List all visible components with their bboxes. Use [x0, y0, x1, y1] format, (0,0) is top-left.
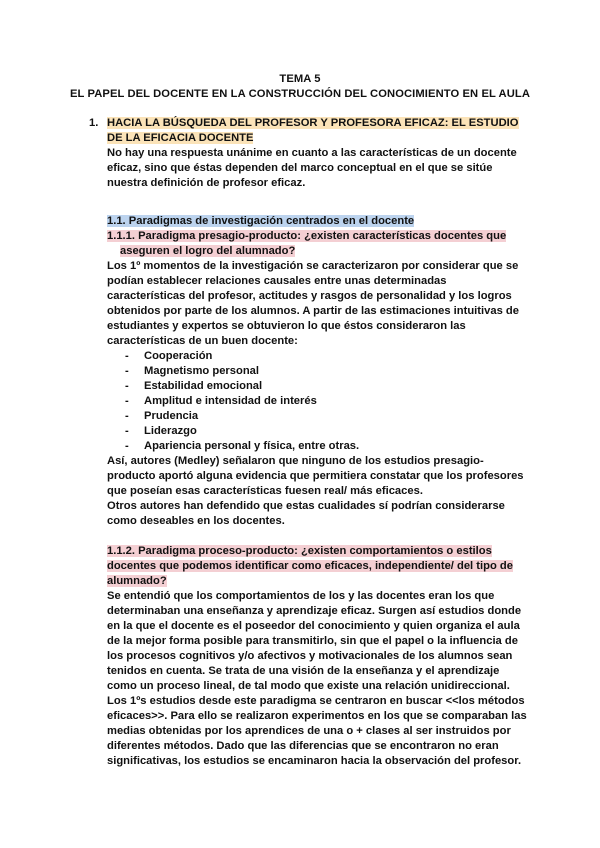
- list-item: - Estabilidad emocional: [125, 380, 263, 392]
- section-1-1-2-heading-line3: alumnado?: [107, 575, 167, 587]
- section-1-1-1-para2: Así, autores (Medley) señalaron que ninguno de los estudios presagio-producto aportó alguna evidencia que permitiera constatar que los profesores que poseían esas características fuesen real/ más eficaces.: [107, 455, 524, 497]
- bullet-dash: -: [125, 440, 129, 452]
- section-1-1-heading-text: 1.1. Paradigmas de investigación centrados en el docente: [107, 215, 415, 227]
- section-1-1-2-heading-line1: 1.1.2. Paradigma proceso-producto: ¿existen comportamientos o estilos: [107, 545, 492, 557]
- section-1-1-2-para1: Se entendió que los comportamientos de los y las docentes eran los que determinaban una enseñanza y aprendizaje eficaz. Surgen así estudios donde en la que el docente es el poseedor del conocimiento y quien organiza el aula de la mejor forma posible para transmitirlo, sin que el papel o la influencia de los procesos cognitivos y/o afectivos y motivacionales de los alumnos sean tenidos en cuenta. Se trata de una visión de la enseñanza y el aprendizaje como un proceso lineal, de tal modo que existe una relación unidireccional.: [107, 590, 522, 692]
- section-1-number: 1.: [89, 117, 99, 129]
- list-item: - Apariencia personal y física, entre otras.: [125, 440, 360, 452]
- bullet-dash: -: [125, 350, 129, 362]
- list-item: - Magnetismo personal: [125, 365, 260, 377]
- bullet-dash: -: [125, 365, 129, 377]
- bullet-dash: -: [125, 395, 129, 407]
- bullet-dash: -: [125, 425, 129, 437]
- section-1-1-1-heading-line2: aseguren el logro del alumnado?: [120, 245, 296, 257]
- bullet-dash: -: [125, 380, 129, 392]
- list-item: - Amplitud e intensidad de interés: [125, 395, 317, 407]
- document-title: EL PAPEL DEL DOCENTE EN LA CONSTRUCCIÓN DEL CONOCIMIENTO EN EL AULA: [69, 88, 531, 100]
- section-1-heading-line1: HACIA LA BÚSQUEDA DEL PROFESOR Y PROFESORA EFICAZ: EL ESTUDIO: [107, 117, 519, 129]
- section-1-1-2-heading: [107, 544, 527, 589]
- section-1-1-heading: [107, 214, 527, 229]
- bullet-dash: -: [125, 410, 129, 422]
- document-body: [89, 116, 527, 769]
- section-1-1-2-para2: Los 1ºs estudios desde este paradigma se centraron en buscar <<los métodos eficaces>>. Para ello se realizaron experimentos en los que se comparaban las medias obtenidas por los aprendices de una o + clases al ser instruidos por diferentes métodos. Dado que las diferencias que se encontraron no eran significativas, los estudios se encaminaron hacia la observación del profesor.: [107, 695, 527, 767]
- section-1-1-1-heading-line1: 1.1.1. Paradigma presagio-producto: ¿existen características docentes que: [107, 230, 507, 242]
- characteristics-list: [107, 349, 527, 454]
- section-1-intro: No hay una respuesta unánime en cuanto a las características de un docente eficaz, sino que éstas dependen del marco conceptual en el que se sitúe nuestra definición de profesor eficaz.: [107, 147, 517, 189]
- section-1-1-2-heading-line2: docentes que podemos identificar como eficaces, independiente/ del tipo de: [107, 560, 513, 572]
- document-tema: TEMA 5: [279, 73, 321, 85]
- section-1-heading: [89, 116, 527, 146]
- section-1-1-1-para3: Otros autores han defendido que estas cualidades sí podrían considerarse como deseables en los docentes.: [107, 500, 505, 527]
- list-item: - Liderazgo: [125, 425, 197, 437]
- list-item: - Cooperación: [125, 350, 213, 362]
- section-1-1-1-para1: Los 1º momentos de la investigación se caracterizaron por considerar que se podían establecer relaciones causales entre unas determinadas características del profesor, actitudes y rasgos de personalidad y los logros obtenidos por parte de los alumnos. A partir de las estimaciones intuitivas de estudiantes y expertos se obtuvieron lo que éstos consideraron las características de un buen docente:: [107, 260, 519, 347]
- section-1-heading-line2: DE LA EFICACIA DOCENTE: [107, 132, 254, 144]
- section-1-1-1-heading: [107, 229, 527, 259]
- list-item: - Prudencia: [125, 410, 199, 422]
